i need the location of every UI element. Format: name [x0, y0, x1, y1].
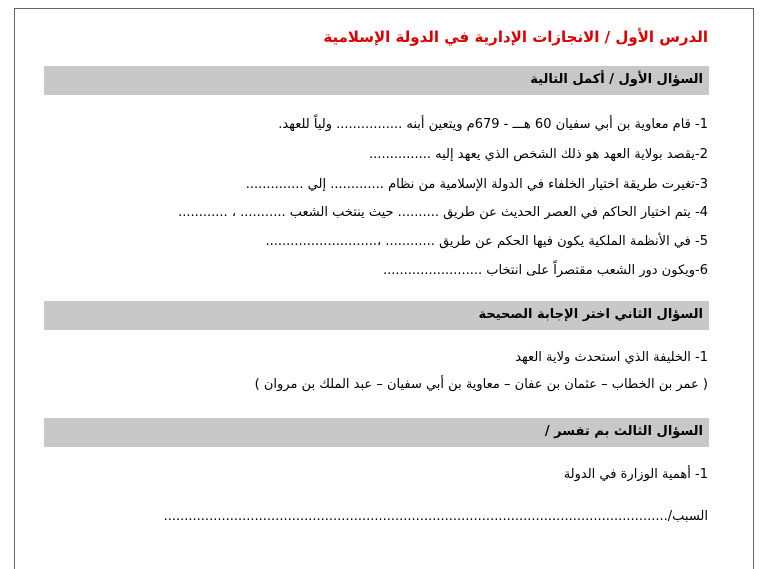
section2-heading-band [44, 301, 709, 330]
section3-reason-line: السبب/.......................................................................................................................... [163, 509, 708, 524]
section3-heading-band [44, 418, 709, 447]
section2-question: 1- الخليفة الذي استحدث ولاية العهد [515, 350, 708, 365]
section1-item-1: 1- قام معاوية بن أبي سفيان 60 هـــ - 679م ويتعين أبنه ................ ولياً للعهد. [278, 117, 708, 132]
section3-question: 1- أهمية الوزارة في الدولة [563, 467, 708, 482]
section1-heading-band [44, 66, 709, 95]
section3-heading: السؤال الثالث بم تفسر / [544, 424, 703, 439]
section1-item-4: 4- يتم اختيار الحاكم في العصر الحديث عن طريق .......... حيث ينتخب الشعب ........... ، ............ [178, 205, 708, 220]
section2-heading: السؤال الثاني اختر الإجابة الصحيحة [478, 307, 703, 322]
section1-item-3: 3-تغيرت طريقة اختيار الخلفاء في الدولة الإسلامية من نظام ............. إلي .............. [245, 177, 708, 192]
section1-item-5: 5- في الأنظمة الملكية يكون فيها الحكم عن طريق ............ ،........................... [265, 234, 708, 249]
section1-heading: السؤال الأول / أكمل التالية [530, 72, 703, 87]
lesson-title: الدرس الأول / الانجازات الإدارية في الدولة الإسلامية [323, 28, 708, 46]
section1-item-2: 2-يقصد بولاية العهد هو ذلك الشخص الذي يعهد إليه ............... [369, 147, 708, 162]
section1-item-6: 6-ويكون دور الشعب مقتصراً على انتخاب ........................ [383, 263, 708, 278]
section2-choices: ( عمر بن الخطاب – عثمان بن عفان – معاوية بن أبي سفيان – عبد الملك بن مروان ) [254, 377, 708, 392]
